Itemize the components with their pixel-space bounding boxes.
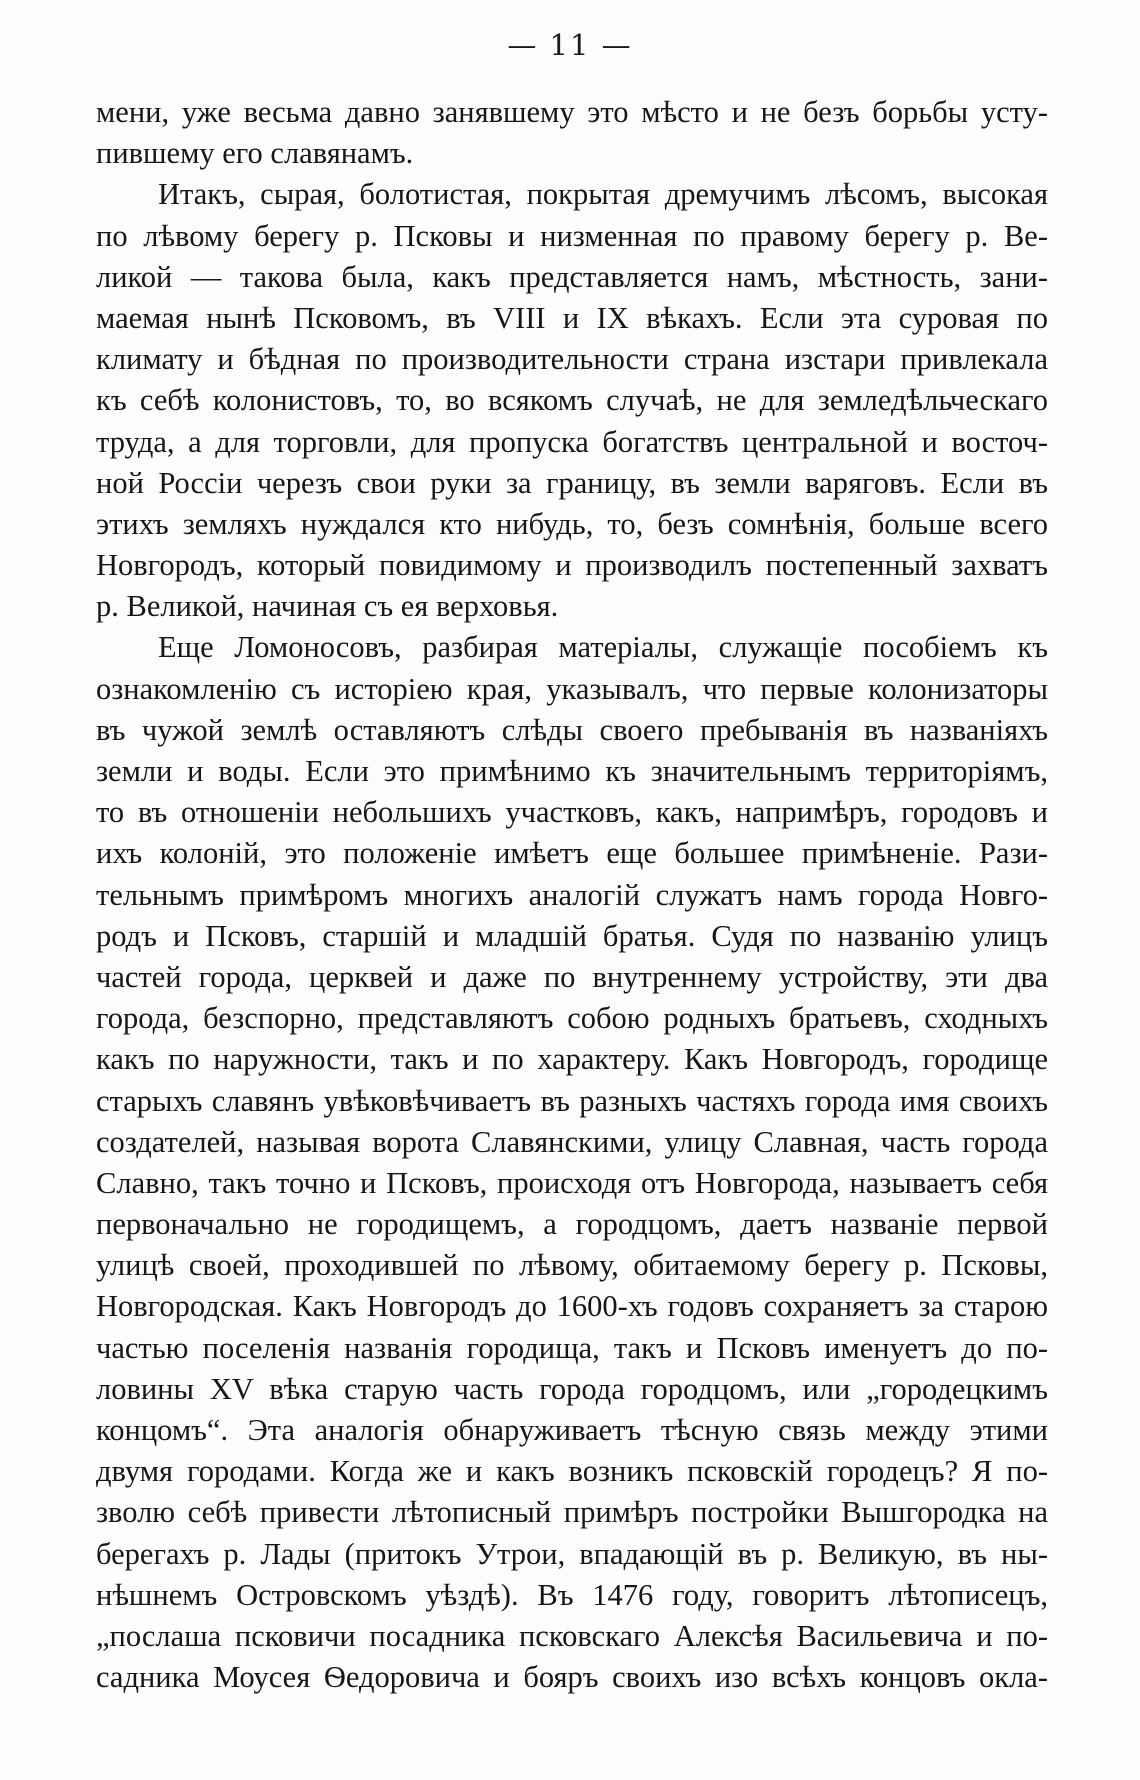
text-line: старыхъ славянъ увѣковѣчиваетъ въ разныхъ частяхъ города имя своихъ xyxy=(96,1083,1048,1118)
text-line: по лѣвому берегу р. Псковы и низменная по правому берегу р. Ве- xyxy=(96,218,1048,253)
text-line: земли и воды. Если это примѣнимо къ значительнымъ территоріямъ, xyxy=(96,754,1048,788)
text-line: „послаша псковичи посадника псковскаго Алексѣя Васильевича и по- xyxy=(96,1618,1048,1653)
text-line: ной Россіи черезъ свои руки за границу, въ земли варяговъ. Если въ xyxy=(96,465,1048,500)
text-line: труда, а для торговли, для пропуска богатствъ центральной и восточ- xyxy=(96,424,1048,459)
text-line: какъ по наружности, такъ и по характеру. Какъ Новгородъ, городище xyxy=(96,1042,1048,1077)
text-line: берегахъ р. Лады (притокъ Утрои, впадающій въ р. Великую, въ ны- xyxy=(96,1536,1048,1571)
text-line: климату и бѣдная по производительности страна изстари привлекала xyxy=(96,342,1048,377)
text-line: ликой — такова была, какъ представляется намъ, мѣстность, зани- xyxy=(96,259,1048,294)
text-line: маемая нынѣ Псковомъ, въ VIII и IX вѣкахъ. Если эта суровая по xyxy=(96,300,1048,335)
text-line: ловины XV вѣка старую часть города городцомъ, или „городецкимъ xyxy=(96,1371,1048,1406)
text-line: мени, уже весьма давно занявшему это мѣсто и не безъ борьбы усту- xyxy=(96,95,1048,129)
text-line: частей города, церквей и даже по внутреннему устройству, эти два xyxy=(96,959,1048,994)
paragraph xyxy=(96,627,1048,1698)
text-line: къ себѣ колонистовъ, то, во всякомъ случаѣ, не для земледѣльческаго xyxy=(96,383,1048,418)
text-line: родъ и Псковъ, старшій и младшій братья. Судя по названію улицъ xyxy=(96,918,1048,953)
text-line: Еще Ломоносовъ, разбирая матеріалы, служащіе пособіемъ къ xyxy=(158,630,1048,665)
paragraph xyxy=(96,174,1048,627)
text-line: Итакъ, сырая, болотистая, покрытая дремучимъ лѣсомъ, высокая xyxy=(158,177,1048,212)
text-line: пившему его славянамъ. xyxy=(96,136,414,171)
text-line: зволю себѣ привести лѣтописный примѣръ постройки Вышгородка на xyxy=(96,1495,1048,1530)
text-line: нѣшнемъ Островскомъ уѣздѣ). Въ 1476 году, говоритъ лѣтописецъ, xyxy=(96,1577,1048,1612)
page-number: — 11 — xyxy=(507,28,633,62)
text-line: частью поселенія названія городища, такъ и Псковъ именуетъ до по- xyxy=(96,1330,1048,1365)
text-line: Славно, такъ точно и Псковъ, происходя отъ Новгорода, называетъ себя xyxy=(96,1165,1048,1200)
text-line: создателей, называя ворота Славянскими, улицу Славная, часть города xyxy=(96,1124,1048,1159)
text-line: ознакомленію съ исторіею края, указывалъ, что первые колонизаторы xyxy=(96,671,1048,706)
text-line: улицѣ своей, проходившей по лѣвому, обитаемому берегу р. Псковы, xyxy=(96,1248,1048,1283)
text-line: садника Моусея Ѳедоровича и бояръ своихъ изо всѣхъ концовъ окла- xyxy=(96,1660,1048,1695)
text-line: въ чужой землѣ оставляютъ слѣды своего пребыванія въ названіяхъ xyxy=(96,712,1048,747)
text-line: концомъ“. Эта аналогія обнаруживаетъ тѣсную связь между этими xyxy=(96,1413,1048,1447)
text-line: первоначально не городищемъ, а городцомъ, даетъ названіе первой xyxy=(96,1207,1048,1242)
text-line: двумя городами. Когда же и какъ возникъ псковскій городецъ? Я по- xyxy=(96,1454,1048,1489)
page-text xyxy=(96,92,1048,1698)
text-line: ихъ колоній, это положеніе имѣетъ еще большее примѣненіе. Рази- xyxy=(96,836,1048,871)
text-line: р. Великой, начиная съ ея верховья. xyxy=(96,589,559,624)
text-line: Новгородъ, который повидимому и производилъ постепенный захватъ xyxy=(96,548,1048,583)
text-line: тельнымъ примѣромъ многихъ аналогій служатъ намъ города Новго- xyxy=(96,877,1048,912)
paragraph xyxy=(96,92,1048,174)
text-line: этихъ земляхъ нуждался кто нибудь, то, безъ сомнѣнія, больше всего xyxy=(96,506,1048,541)
text-line: то въ отношеніи небольшихъ участковъ, какъ, напримѣръ, городовъ и xyxy=(96,795,1048,830)
text-line: Новгородская. Какъ Новгородъ до 1600-хъ годовъ сохраняетъ за старою xyxy=(96,1289,1048,1324)
text-line: города, безспорно, представляютъ собою родныхъ братьевъ, сходныхъ xyxy=(96,1001,1048,1036)
